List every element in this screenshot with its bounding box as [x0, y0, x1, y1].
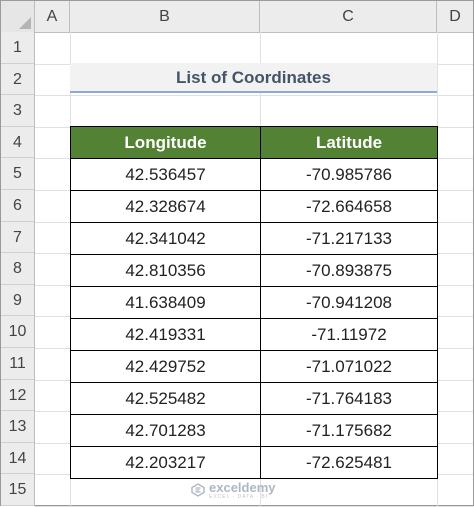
row-header-3[interactable]: 3: [1, 95, 34, 127]
longitude-cell[interactable]: 42.341042: [71, 223, 261, 255]
row-header-15[interactable]: 15: [1, 474, 34, 506]
longitude-cell[interactable]: 41.638409: [71, 287, 261, 319]
gridline: [35, 95, 473, 96]
watermark-tagline: EXCEL · DATA · BI: [209, 493, 269, 500]
coordinates-table: [70, 126, 438, 479]
row-header-2[interactable]: 2: [1, 64, 34, 96]
table-row: [71, 351, 438, 383]
latitude-cell[interactable]: -71.175682: [261, 415, 438, 447]
select-all-button[interactable]: [1, 1, 35, 32]
row-header-column: [1, 32, 35, 506]
row-header-10[interactable]: 10: [1, 316, 34, 348]
column-header-d[interactable]: D: [449, 8, 461, 25]
table-row: [71, 255, 438, 287]
table-row: [71, 415, 438, 447]
longitude-cell[interactable]: 42.429752: [71, 351, 261, 383]
exceldemy-watermark: [191, 478, 276, 502]
row-header-13[interactable]: 13: [1, 411, 34, 443]
longitude-cell[interactable]: 42.810356: [71, 255, 261, 287]
row-header-4[interactable]: 4: [1, 127, 34, 159]
table-row: [71, 191, 438, 223]
table-row: [71, 223, 438, 255]
longitude-cell[interactable]: 42.536457: [71, 159, 261, 191]
row-header-5[interactable]: 5: [1, 158, 34, 190]
latitude-cell[interactable]: -72.664658: [261, 191, 438, 223]
table-row: [71, 319, 438, 351]
row-header-14[interactable]: 14: [1, 443, 34, 475]
latitude-cell[interactable]: -71.217133: [261, 223, 438, 255]
row-header-7[interactable]: 7: [1, 222, 34, 254]
table-header-row: [71, 127, 438, 159]
table-row: [71, 159, 438, 191]
latitude-header[interactable]: Latitude: [261, 127, 438, 159]
table-row: [71, 287, 438, 319]
latitude-cell[interactable]: -71.764183: [261, 383, 438, 415]
latitude-cell[interactable]: -70.941208: [261, 287, 438, 319]
column-header-b[interactable]: B: [70, 1, 260, 32]
row-header-6[interactable]: 6: [1, 190, 34, 222]
longitude-cell[interactable]: 42.701283: [71, 415, 261, 447]
latitude-cell[interactable]: -70.893875: [261, 255, 438, 287]
longitude-cell[interactable]: 42.419331: [71, 319, 261, 351]
row-header-11[interactable]: 11: [1, 348, 34, 380]
column-header-c[interactable]: C: [260, 1, 437, 32]
row-header-9[interactable]: 9: [1, 285, 34, 317]
latitude-cell[interactable]: -72.625481: [261, 447, 438, 479]
select-all-triangle-icon: [19, 17, 31, 29]
column-header-a[interactable]: A: [35, 1, 70, 32]
longitude-header[interactable]: Longitude: [71, 127, 261, 159]
sheet-title[interactable]: List of Coordinates: [70, 63, 437, 93]
longitude-cell[interactable]: 42.203217: [71, 447, 261, 479]
latitude-cell[interactable]: -70.985786: [261, 159, 438, 191]
row-header-8[interactable]: 8: [1, 253, 34, 285]
watermark-name: exceldemy: [209, 479, 276, 495]
longitude-cell[interactable]: 42.328674: [71, 191, 261, 223]
row-header-12[interactable]: 12: [1, 380, 34, 412]
column-header-bar: [1, 1, 473, 33]
latitude-cell[interactable]: -71.11972: [261, 319, 438, 351]
exceldemy-logo-icon: [191, 483, 205, 497]
longitude-cell[interactable]: 42.525482: [71, 383, 261, 415]
table-row: [71, 383, 438, 415]
row-header-1[interactable]: 1: [1, 32, 34, 64]
latitude-cell[interactable]: -71.071022: [261, 351, 438, 383]
table-row: [71, 447, 438, 479]
